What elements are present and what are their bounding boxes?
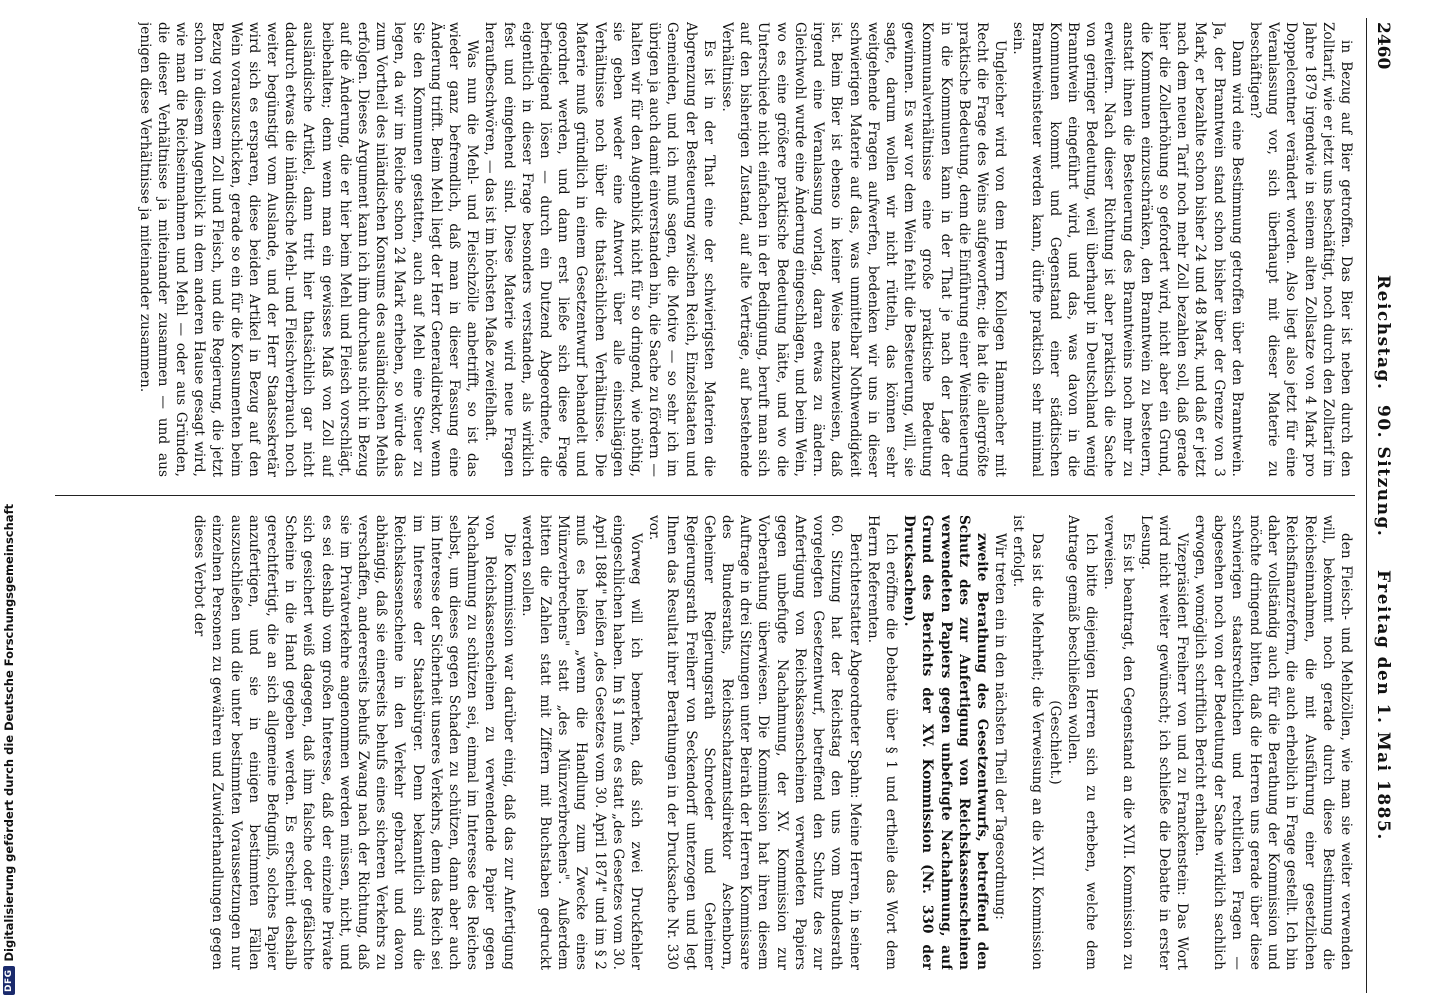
left-paragraph: Was nun die Mehl- und Fleischzölle anbetrifft, so ist das wieder ganz befremdlich, daß man in dieser Fassung eine Änderung trifft. Beim Mehl liegt der Herr Generaldirektor, wenn Sie den Kommunen gestatten, auch auf Mehl eine Steuer zu legen, da wir im Reiche schon 24 Mark erheben, so würde das zum Vortheil des inländischen Konsums des ausländischen Mehls erfolgen. Dieses Argument kann ich ihm durchaus nicht in Bezug auf die Änderung, die er hier beim Mehl und Fleisch vorschlägt, beibehalten; denn wenn man ein gewisses Maß von Zoll auf ausländische Artikel, dann tritt hier thatsächlich gar nicht dadurch etwas die inländische Mehl- und Fleischverbrauch noch weiter begünstigt vom Auslande, und der Herr Staatssekretär wird sich es ersparen, diese beiden Artikel in Bezug auf den Wein vorauszuschicken, gerade so ein für die Konsumenten beim Bezug von diesem Zoll und Fleisch, und die Regierung, die jetzt schon in diesem Augenblick in dem anderen Hause gesagt wird, wie man die Reichseinnahmen und Mehl — oder aus Gründen, die dieser Verhältnisse ja miteinander zusammen — und aus jenigen diese Verhältnisse ja miteinander zusammen.: [136, 22, 481, 477]
digitisation-credit: [0, 0, 18, 995]
document-page: [35, 10, 1395, 1000]
right-paragraph: Vorweg will ich bemerken, daß sich zwei Druckfehler eingeschlichen haben. Im § 1 muß es statt „des Gesetzes vom 30. April 1884" heißen „des Gesetzes vom 30. April 1874" und im § 2 muß es heißen „wenn die Handlung zum Zwecke eines Münzverbrechens" statt „des Münzverbrechens". Außerdem bitten die Zahlen statt mit Ziffern mit Buchstaben gedruckt werden sollen.: [518, 515, 645, 970]
page-header: [1365, 10, 1395, 1000]
page-number: 2460: [1373, 22, 1393, 70]
credit-text: Digitalisierung gefördert durch die Deutsche Forschungsgemeinschaft: [2, 503, 16, 962]
left-paragraph: Dann wird eine Bestimmung getroffen über den Branntwein. Ja, der Branntwein stand schon bisher über der Grenze von 3 Mark, er bezahlte schon bisher 24 und 48 Mark, und daß er jetzt nach dem neuen Tarif noch mehr Zoll bezahlen soll, daß gerade hier die Zollerhöhung so gefordert wird, nicht aber ein Grund, die Kommunen einzuschränken, den Branntwein zu besteuern, anstatt ihnen die Besteuerung des Branntweins noch mehr zu erweitern. Nach dieser Richtung ist aber praktisch die Sache von geringer Bedeutung, weil überhaupt in Deutschland wenig Branntwein eingeführt wird, und das, was davon in die Kommunen kommt und Gegenstand einer städtischen Branntweinsteuer werden kann, dürfte praktisch sehr minimal sein.: [1010, 22, 1245, 477]
rapporteur-statement: Berichterstatter Abgeordneter Spahn: Meine Herren, in seiner 60. Sitzung hat der Reichstag den uns vom Bundesrath vorgelegten Gesetzentwurf, betreffend den Schutz des zur Anfertigung von Reichskassenscheinen verwendeten Papiers gegen unbefugte Nachahmung, der XV. Kommission zur Vorberathung überwiesen. Die Kommission hat ihren diesem Auftrage in drei Sitzungen unter Beirath der Herren Kommissare des Bundesraths, Reichsschatzamtsdirektor Aschenborn, Geheimer Regierungsrath Schroeder und Geheimer Regierungsrath Freiherr von Seckendorff unterzogen und legt Ihnen das Resultat ihrer Berathungen in der Drucksache Nr. 330 vor.: [646, 515, 863, 970]
left-paragraph: Es ist in der That eine der schwierigsten Materien die Abgrenzung der Besteuerung zwischen Reich, Einzelstaaten und Gemeinden, und ich muß sagen, die Motive — so sehr ich im übrigen ja auch damit einverstanden bin, die Sache zu fördern — halten wir für den Augenblick nicht für so dringend, wie nöthig, sie geben weder eine Antwort über alle einschlägigen Verhältnisse noch über die thatsächlichen Verhältnisse. Die Materie muß gründlich in einem Gesetzentwurf behandelt und geordnet werden, und dann erst ließe sich diese Frage befriedigend lösen — durch ein Dutzend Abgeordnete, die eigentlich in dieser Frage besonders verstanden, als wirklich fest und eingehend sind. Diese Materie wird neue Fragen heraufbeschwören, — das ist im höchsten Maße zweifelhaft.: [482, 22, 717, 477]
session-date: Freitag den 1. Mai 1885.: [1373, 570, 1393, 841]
right-paragraph-intro: den Fleisch- und Mehlzöllen, wie man sie weiter verwenden will, bekommt noch gerade durch diese Bestimmung die Reichseinnahmen, die mit Ausführung einer gesetzlichen Reichsfinanzreform, die auch erheblich in Frage gestellt. Ich bin daher vollständig auch für die Berathung der Kommission und möchte dringend bitten, daß die Herren uns gerade über diese schwierigen staatsrechtlichen und rechtlichen Fragen — abgesehen noch von der Bedeutung der Sache wirklich sachlich erwogen, womöglich schriftlich Bericht erhalten.: [1192, 515, 1354, 970]
president-statement: Vizepräsident Freiherr von und zu Franckenstein: Das Wort wird nicht weiter gewünscht; ich schließe die Debatte in erster Lesung.: [1137, 515, 1191, 970]
right-column: [55, 515, 1355, 970]
chamber-name: Reichstag.: [1373, 275, 1393, 391]
dfg-logo-icon: DFG: [3, 966, 15, 995]
right-paragraph: Es ist beantragt, den Gegenstand an die XVII. Kommission zu verweisen.: [1101, 515, 1136, 970]
session-number: 90. Sitzung.: [1373, 405, 1393, 538]
right-paragraph: Ich bitte diejenigen Herren sich zu erheben, welche dem Antrage gemäß beschließen wollen.: [1064, 515, 1100, 970]
header-rule: [1366, 18, 1367, 993]
right-paragraph: Das ist die Mehrheit; die Verweisung an die XVII. Kommission ist erfolgt.: [1010, 515, 1045, 970]
right-paragraph: Die Kommission war darüber einig, daß das zur Anfertigung von Reichskassenscheinen zu verwendende Papier gegen Nachahmung zu schützen sei, einmal im Interesse des Reiches selbst, um dieses gegen Schaden zu schützen, dann aber auch im Interesse der Sicherheit unseres Verkehrs, denn das Reich sei im Interesse der Staatsbürger. Denn bekanntlich sind die Reichskassenscheine in den Verkehr gebracht und davon abhängig, daß sie einerseits behufs eines sicheren Verkehrs zu verschaffen, andererseits behufs Zwang nach der Richtung, daß sie im Privatverkehre angenommen werden müssen, nicht, und es sei deshalb vom großen Interesse, daß der einzelne Private sich gesichert weiß dagegen, daß ihm falsche oder gefälschte Scheine in die Hand gegeben werden. Es erscheint deshalb gerechtfertigt, die an sich allgemeine Befugniß, solches Papier anzufertigen, und sie in einigen bestimmten Fällen auszuschließen und die unter bestimmten Voraussetzungen nur einzelnen Personen zu gewähren und Zuwiderhandlungen gegen dieses Verbot der: [191, 515, 517, 970]
stage-direction: (Geschieht.): [1046, 700, 1063, 785]
left-paragraph: in Bezug auf Bier getroffen. Das Bier ist neben durch den Zolltarif, wie er jetzt uns beschäftigt, noch durch den Zolltarif im Jahre 1879 irgendwie in seinem alten Zollsatze von 4 Mark pro Doppelcentner verändert worden. Also liegt also jetzt für eine Veranlassung vor, sich überhaupt mit dieser Materie zu beschäftigen?: [1246, 22, 1354, 477]
column-divider: [55, 495, 1355, 496]
left-column: [55, 22, 1355, 477]
right-paragraph: Ich eröffne die Debatte über § 1 und ertheile das Wort dem Herrn Referenten.: [864, 515, 899, 970]
right-paragraph: Wir treten ein in den nächsten Theil der Tagesordnung:: [992, 533, 1009, 920]
agenda-item: zweite Berathung des Gesetzentwurfs, betreffend den Schutz des zur Anfertigung von Reichskassenscheinen verwendeten Papiers gegen unbefugte Nachahmung, auf Grund des Berichts der XV. Kommission (Nr. 330 der Drucksachen).: [901, 515, 990, 970]
left-paragraph: Ungleicher wird von dem Herrn Kollegen Hammacher mit Recht die Frage des Weins aufgeworfen; die hat die allergrößte praktische Bedeutung, denn die Einführung einer Weinsteuerung in die Kommunen kann in der That je nach der Lage der Kommunalverhältnisse eine große praktische Bedeutung gewinnen. Es war vor dem Wein fehlt die Besteuerung, will, sie sagte, darum wollen wir nicht rütteln, das können sehr weitgehende Fragen aufwerfen, bedenken wir uns in dieser schwierigen Materie auf das, was unmittelbar Nothwendigkeit ist. Beim Bier ist ebenso in keiner Weise nachzuweisen, daß irgend eine Veranlassung vorlag, daran etwas zu ändern. Gleichwohl wurde eine Änderung eingeschlagen, und beim Wein, wo es eine größere praktische Bedeutung hätte, und wo die Unterschiede nicht einfachen in der Bedingung, beruft man sich auf den bisherigen Zustand, auf alte Verträge, auf bestehende Verhältnisse.: [719, 22, 1009, 477]
